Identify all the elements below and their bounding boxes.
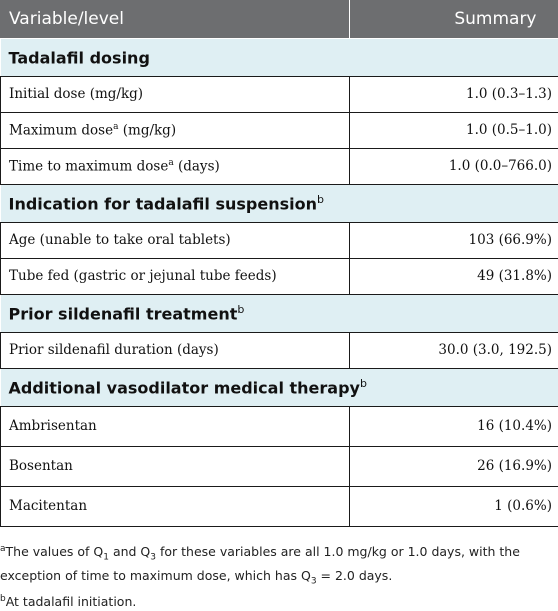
table-row bbox=[1, 332, 558, 368]
section-title: Prior sildenafil treatment$^b$ bbox=[1, 294, 558, 332]
row-value: 26 (16.9%) bbox=[350, 446, 558, 486]
row-value: 49 (31.8%) bbox=[350, 258, 558, 294]
header-summary: Summary bbox=[350, 0, 558, 38]
table-row bbox=[1, 148, 558, 184]
row-label: Ambrisentan bbox=[1, 406, 350, 446]
table-row bbox=[1, 406, 558, 446]
table-footnotes bbox=[0, 540, 556, 611]
table-row bbox=[1, 76, 558, 112]
table-header-row bbox=[1, 0, 558, 38]
table-row bbox=[1, 222, 558, 258]
row-label: Maximum dose$^a$ (mg/kg) bbox=[1, 112, 350, 148]
row-value: 1.0 (0.0–766.0) bbox=[350, 148, 558, 184]
row-label: Initial dose (mg/kg) bbox=[1, 76, 350, 112]
row-value: 30.0 (3.0, 192.5) bbox=[350, 332, 558, 368]
row-value: 103 (66.9%) bbox=[350, 222, 558, 258]
header-variable-level: Variable/level bbox=[1, 0, 350, 38]
table-row bbox=[1, 486, 558, 526]
row-label: Tube fed (gastric or jejunal tube feeds) bbox=[1, 258, 350, 294]
row-label: Prior sildenafil duration (days) bbox=[1, 332, 350, 368]
section-header-row bbox=[1, 368, 558, 406]
section-title: Tadalafil dosing bbox=[1, 38, 558, 76]
row-label: Time to maximum dose$^a$ (days) bbox=[1, 148, 350, 184]
section-header-row bbox=[1, 294, 558, 332]
section-title: Indication for tadalafil suspension$^b$ bbox=[1, 184, 558, 222]
table-row bbox=[1, 258, 558, 294]
footnote-a: $^a$The values of $Q_1$ and $Q_3$ for these variables are all 1.0 mg/kg or 1.0 days, with the exception of time to maximum dose, which has $Q_3 = 2.0$ days. bbox=[0, 540, 556, 590]
row-value: 1.0 (0.3–1.3) bbox=[350, 76, 558, 112]
section-header-row bbox=[1, 38, 558, 76]
row-label: Macitentan bbox=[1, 486, 350, 526]
table-row bbox=[1, 446, 558, 486]
section-header-row bbox=[1, 184, 558, 222]
row-label: Bosentan bbox=[1, 446, 350, 486]
section-title: Additional vasodilator medical therapy$^b$ bbox=[1, 368, 558, 406]
footnote-b: $^b$At tadalafil initiation. bbox=[0, 590, 556, 611]
row-value: 1.0 (0.5–1.0) bbox=[350, 112, 558, 148]
row-value: 16 (10.4%) bbox=[350, 406, 558, 446]
row-label: Age (unable to take oral tablets) bbox=[1, 222, 350, 258]
row-value: 1 (0.6%) bbox=[350, 486, 558, 526]
table-row bbox=[1, 112, 558, 148]
